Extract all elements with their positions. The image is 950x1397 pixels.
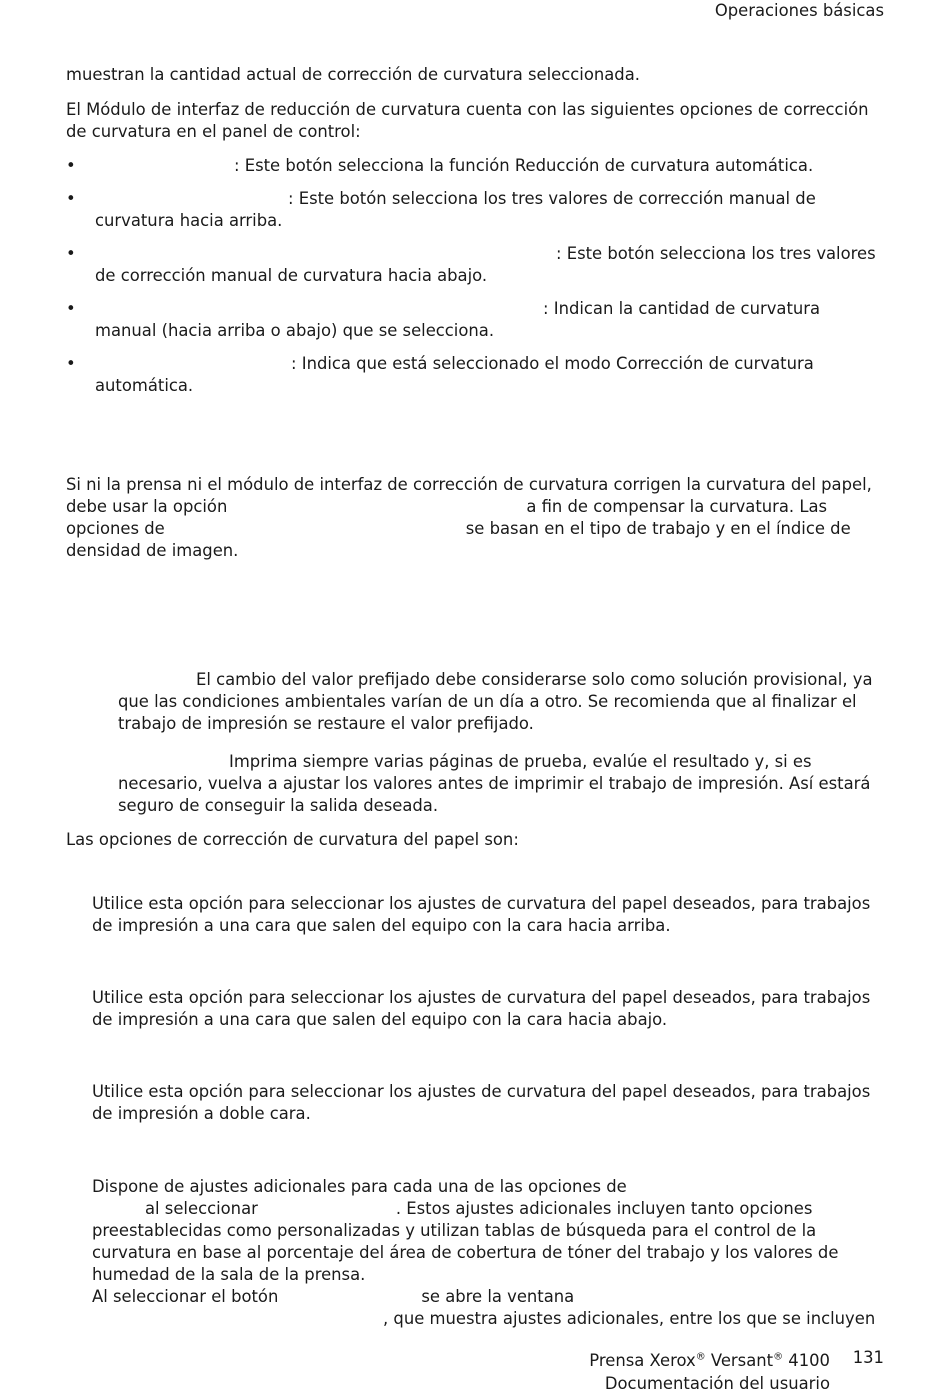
note-default-value: El cambio del valor prefijado debe considerarse solo como solución provisional, ya que las condiciones ambientales varían de un día a otro. Se recomienda que al finalizar el trabajo de impresión se restaure el valor prefijado. — [118, 670, 873, 733]
list-item: • : Este botón selecciona la función Reducción de curvatura automática. — [66, 155, 886, 177]
footer-doc-title: Documentación del usuario — [604, 1374, 830, 1393]
list-item: • : Este botón selecciona los tres valores de corrección manual de curvatura hacia abajo. — [66, 243, 886, 287]
control-panel-options-list — [66, 155, 886, 397]
paragraph-curl-amount: muestran la cantidad actual de corrección de curvatura seleccionada. — [66, 65, 640, 84]
registered-mark: ® — [695, 1351, 706, 1363]
note-test-pages: Imprima siempre varias páginas de prueba, evalúe el resultado y, si es necesario, vuelva a ajustar los valores antes de imprimir el trabajo de impresión. Así estará seguro de conseguir la salida deseada. — [118, 752, 871, 815]
footer-product-info — [589, 1349, 830, 1395]
list-item: • : Indica que está seleccionado el modo Corrección de curvatura automática. — [66, 353, 886, 397]
list-item: • : Indican la cantidad de curvatura manual (hacia arriba o abajo) que se selecciona. — [66, 298, 886, 342]
paragraph-additional-settings: Dispone de ajustes adicionales para cada una de las opciones de al seleccionar . Estos ajustes adicionales incluyen tanto opciones preestablecidas como personalizadas y utilizan tablas de búsqueda para el control de la curvatura en base al porcentaje del área de cobertura de tóner del trabajo y los valores de humedad de la sala de la prensa. Al seleccionar el botón se abre la ventana , que muestra ajustes adicionales, entre los que se incluyen — [92, 1177, 876, 1328]
paragraph-control-panel-intro: El Módulo de interfaz de reducción de curvatura cuenta con las siguientes opciones de corrección de curvatura en el panel de control: — [66, 100, 869, 141]
paragraph-options-intro: Las opciones de corrección de curvatura del papel son: — [66, 830, 519, 849]
option-description-3: Utilice esta opción para seleccionar los ajustes de curvatura del papel deseados, para trabajos de impresión a doble cara. — [92, 1082, 871, 1123]
list-item: • : Este botón selecciona los tres valores de corrección manual de curvatura hacia arriba. — [66, 188, 886, 232]
registered-mark: ® — [773, 1351, 784, 1363]
option-description-2: Utilice esta opción para seleccionar los ajustes de curvatura del papel deseados, para trabajos de impresión a una cara que salen del equipo con la cara hacia abajo. — [92, 988, 871, 1029]
running-header: Operaciones básicas — [714, 1, 884, 20]
option-description-1: Utilice esta opción para seleccionar los ajustes de curvatura del papel deseados, para trabajos de impresión a una cara que salen del equipo con la cara hacia arriba. — [92, 894, 871, 935]
page-number: 131 — [852, 1348, 884, 1367]
paragraph-curl-correction-option: Si ni la prensa ni el módulo de interfaz de corrección de curvatura corrigen la curvatura del papel, debe usar la opción a fin de compensar la curvatura. Las opciones de se basan en el tipo de trabajo y en el índice de densidad de imagen. — [66, 475, 872, 560]
footer-product-name: Prensa Xerox® Versant® 4100 — [589, 1351, 830, 1370]
